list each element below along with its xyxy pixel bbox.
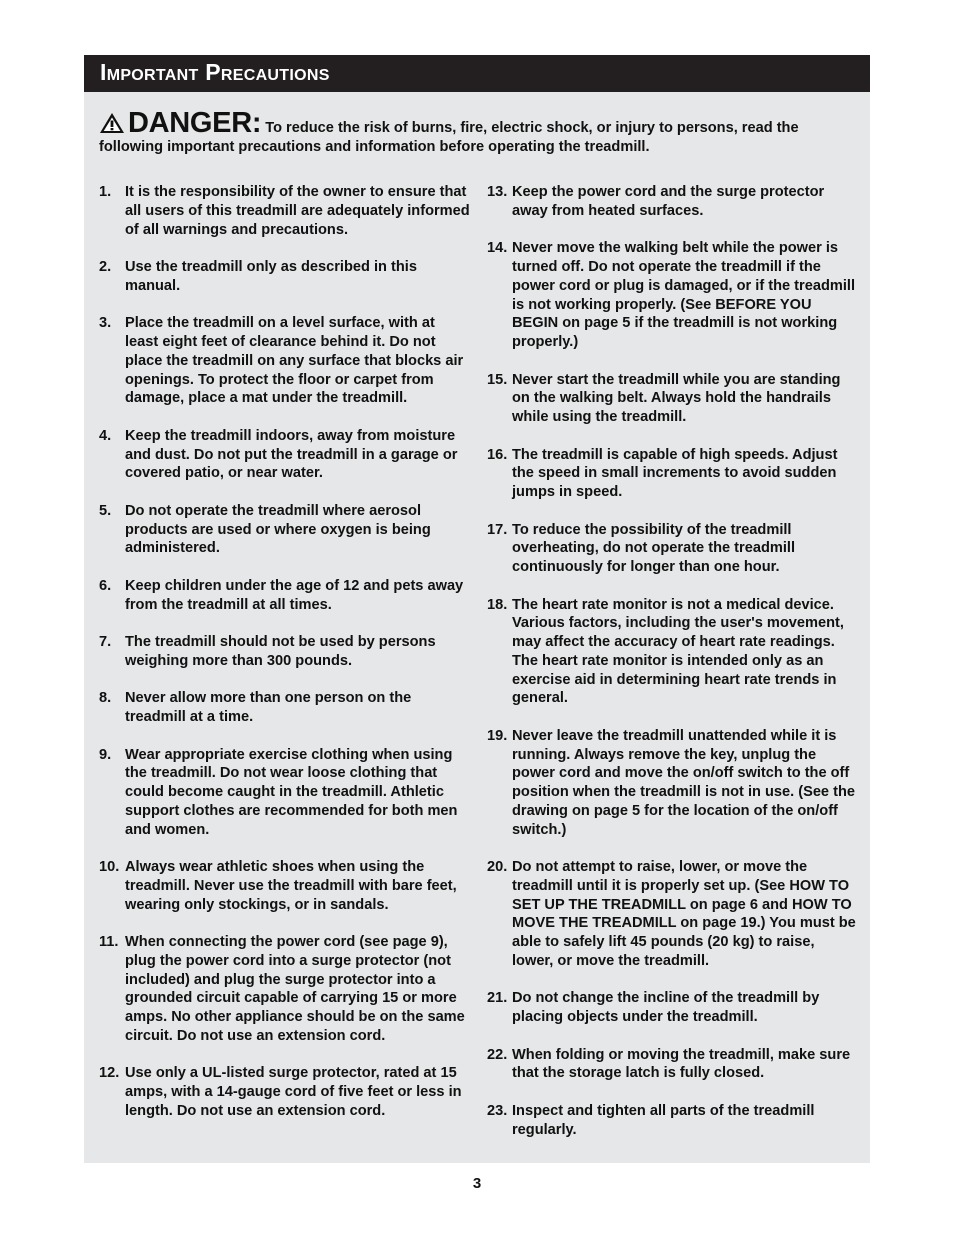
precaution-text: The heart rate monitor is not a medical device. Various factors, including the user's movement, may affect the accuracy of heart rate readings. The heart rate monitor is intended only as an exercise aid in determining heart rate trends in general.	[512, 596, 844, 707]
danger-notice	[99, 107, 859, 157]
precaution-item	[487, 1102, 859, 1140]
precaution-item	[99, 577, 471, 615]
precaution-number: 3.	[99, 315, 112, 332]
precaution-item	[487, 239, 859, 352]
precaution-number: 22.	[487, 1046, 508, 1063]
precaution-number: 8.	[99, 690, 112, 707]
precaution-item	[99, 933, 471, 1046]
precaution-item	[487, 858, 859, 971]
precaution-item	[487, 727, 859, 840]
precaution-number: 21.	[487, 990, 508, 1007]
precaution-text: Never start the treadmill while you are standing on the walking belt. Always hold the handrails while using the treadmill.	[512, 371, 841, 425]
precaution-number: 6.	[99, 577, 112, 594]
precaution-number: 10.	[99, 859, 120, 875]
precaution-number: 4.	[99, 427, 112, 444]
precaution-item	[487, 1046, 859, 1084]
precaution-number: 9.	[99, 746, 112, 763]
precaution-text: The treadmill is capable of high speeds. Adjust the speed in small increments to avoid sudden jumps in speed.	[512, 446, 838, 500]
precaution-item	[487, 371, 859, 427]
precaution-text: Never leave the treadmill unattended while it is running. Always remove the key, unplug the power cord and move the on/off switch to the off position when the treadmill is not in use. (See the drawing on page 5 for the location of the on/off switch.)	[512, 727, 855, 838]
precaution-text: Do not operate the treadmill where aerosol products are used or where oxygen is being administered.	[125, 502, 431, 557]
precaution-text: It is the responsibility of the owner to ensure that all users of this treadmill are adequately informed of all warnings and precautions.	[125, 184, 470, 238]
precaution-text: Always wear athletic shoes when using the treadmill. Never use the treadmill with bare feet, wearing only stockings, or in sandals.	[125, 859, 457, 913]
precaution-item	[99, 1064, 471, 1120]
precaution-number: 16.	[487, 446, 508, 463]
precaution-number: 12.	[99, 1065, 120, 1082]
precaution-text: Keep children under the age of 12 and pets away from the treadmill at all times.	[125, 577, 464, 613]
section-header	[84, 55, 870, 92]
precaution-text: Wear appropriate exercise clothing when using the treadmill. Do not wear loose clothing that could become caught in the treadmill. Athletic support clothes are recommended for both men and women.	[125, 746, 458, 838]
precaution-item	[487, 183, 859, 221]
precaution-text: To reduce the possibility of the treadmill overheating, do not operate the treadmill continuously for longer than one hour.	[512, 521, 795, 575]
precaution-item	[487, 446, 859, 502]
precaution-number: 1.	[99, 184, 112, 200]
precaution-item	[99, 183, 471, 239]
precaution-item	[99, 633, 471, 671]
precaution-number: 20.	[487, 859, 508, 875]
precaution-number: 19.	[487, 727, 508, 744]
precaution-item	[99, 502, 471, 558]
precaution-number: 23.	[487, 1102, 508, 1119]
precaution-item	[99, 746, 471, 840]
precaution-text: Do not attempt to raise, lower, or move the treadmill until it is properly set up. (See HOW TO SET UP THE TREADMILL on page 6 and HOW TO MOVE THE TREADMILL on page 19.) You must be able to safely lift 45 pounds (20 kg) to raise, lower, or move the treadmill.	[512, 859, 856, 969]
precaution-text: Place the treadmill on a level surface, with at least eight feet of clearance behind it. Do not place the treadmill on any surface that blocks air openings. To protect the floor or carpet from damage, place a mat under the treadmill.	[125, 315, 464, 407]
precaution-text: Inspect and tighten all parts of the treadmill regularly.	[512, 1102, 815, 1138]
precaution-item	[487, 521, 859, 577]
precaution-item	[487, 989, 859, 1027]
precaution-text: The treadmill should not be used by persons weighing more than 300 pounds.	[125, 634, 436, 669]
precautions-left-column	[99, 183, 471, 1139]
precaution-number: 14.	[487, 240, 508, 257]
precaution-text: Use the treadmill only as described in this manual.	[125, 259, 417, 294]
precaution-number: 18.	[487, 596, 508, 613]
precaution-item	[99, 258, 471, 296]
precaution-text: Use only a UL-listed surge protector, rated at 15 amps, with a 14-gauge cord of five feet or less in length. Do not use an extension cord.	[125, 1065, 462, 1119]
warning-triangle-icon	[99, 112, 125, 134]
precaution-text: When folding or moving the treadmill, make sure that the storage latch is fully closed.	[512, 1046, 851, 1082]
precaution-item	[99, 427, 471, 483]
precaution-text: When connecting the power cord (see page 9), plug the power cord into a surge protector (not included) and plug the surge protector into a grounded circuit capable of carrying 15 or more amps. No other appliance should be on the same circuit. Do not use an extension cord.	[125, 934, 465, 1044]
precaution-item	[99, 689, 471, 727]
precaution-number: 15.	[487, 371, 508, 388]
page-number: 3	[472, 1175, 482, 1192]
precaution-text: Keep the treadmill indoors, away from moisture and dust. Do not put the treadmill in a garage or covered patio, or near water.	[125, 427, 458, 482]
precaution-number: 17.	[487, 521, 508, 538]
precaution-number: 11.	[99, 934, 119, 950]
danger-label: DANGER:	[128, 107, 262, 139]
precaution-number: 5.	[99, 502, 112, 519]
precaution-number: 7.	[99, 634, 112, 650]
precaution-number: 2.	[99, 259, 112, 275]
danger-text: To reduce the risk of burns, fire, electric shock, or injury to persons, read the following important precautions and information before operating the treadmill.	[99, 120, 799, 155]
precaution-text: Keep the power cord and the surge protector away from heated surfaces.	[512, 184, 825, 219]
precaution-number: 13.	[487, 184, 508, 200]
precaution-text: Never move the walking belt while the power is turned off. Do not operate the treadmill if the power cord or plug is damaged, or if the treadmill is not working properly. (See BEFORE YOU BEGIN on page 5 if the treadmill is not working properly.)	[512, 240, 856, 350]
precautions-right-column	[487, 183, 859, 1158]
precaution-item	[487, 596, 859, 709]
section-title: Important Precautions	[100, 59, 330, 85]
precaution-text: Do not change the incline of the treadmill by placing objects under the treadmill.	[512, 990, 820, 1025]
precaution-item	[99, 858, 471, 914]
precaution-item	[99, 314, 471, 408]
precaution-text: Never allow more than one person on the treadmill at a time.	[125, 690, 412, 725]
